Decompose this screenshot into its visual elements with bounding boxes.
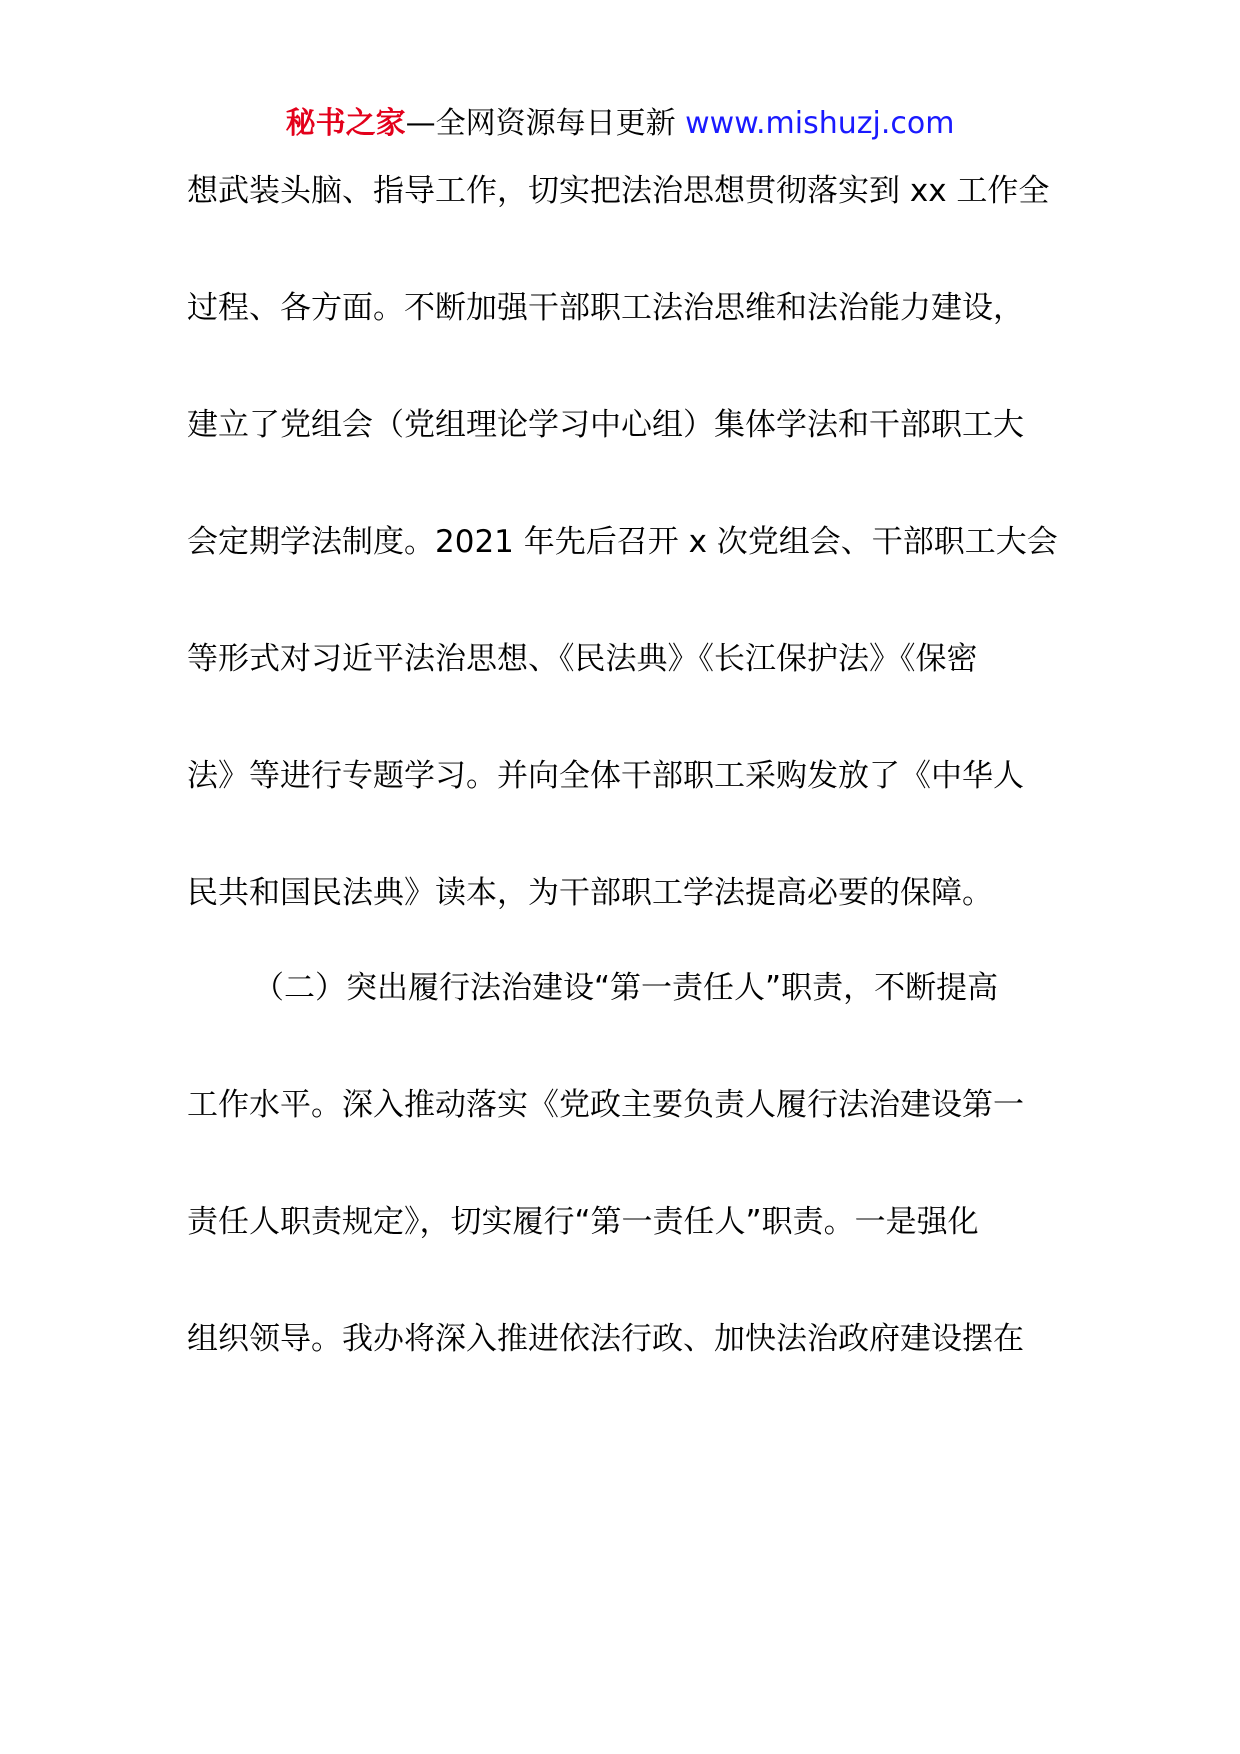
text-line: 组织领导。我办将深入推进依法行政、加快法治政府建设摆在 xyxy=(187,1321,1024,1357)
text-line: 民共和国民法典》读本，为干部职工学法提高必要的保障。 xyxy=(187,875,993,911)
site-tagline: —全网资源每日更新 xyxy=(405,106,686,141)
site-header xyxy=(0,100,1240,148)
document-body xyxy=(187,167,1057,1363)
text-line: 建立了党组会（党组理论学习中心组）集体学法和干部职工大 xyxy=(187,407,1024,443)
section-heading-line: （二）突出履行法治建设“第一责任人”职责，不断提高 xyxy=(253,970,999,1006)
site-url-link[interactable]: www.mishuzj.com xyxy=(685,106,955,141)
site-brand: 秘书之家 xyxy=(285,106,406,141)
text-line: 工作水平。深入推动落实《党政主要负责人履行法治建设第一 xyxy=(187,1087,1024,1123)
text-line: 会定期学法制度。2021 年先后召开 x 次党组会、干部职工大会 xyxy=(187,524,1058,560)
text-line: 想武装头脑、指导工作，切实把法治思想贯彻落实到 xx 工作全 xyxy=(187,173,1050,209)
text-line: 法》等进行专题学习。并向全体干部职工采购发放了《中华人 xyxy=(187,758,1024,794)
text-line: 过程、各方面。不断加强干部职工法治思维和法治能力建设， xyxy=(187,290,1024,326)
text-line: 等形式对习近平法治思想、《民法典》《长江保护法》《保密 xyxy=(187,641,978,677)
text-line: 责任人职责规定》，切实履行“第一责任人”职责。一是强化 xyxy=(187,1204,979,1240)
